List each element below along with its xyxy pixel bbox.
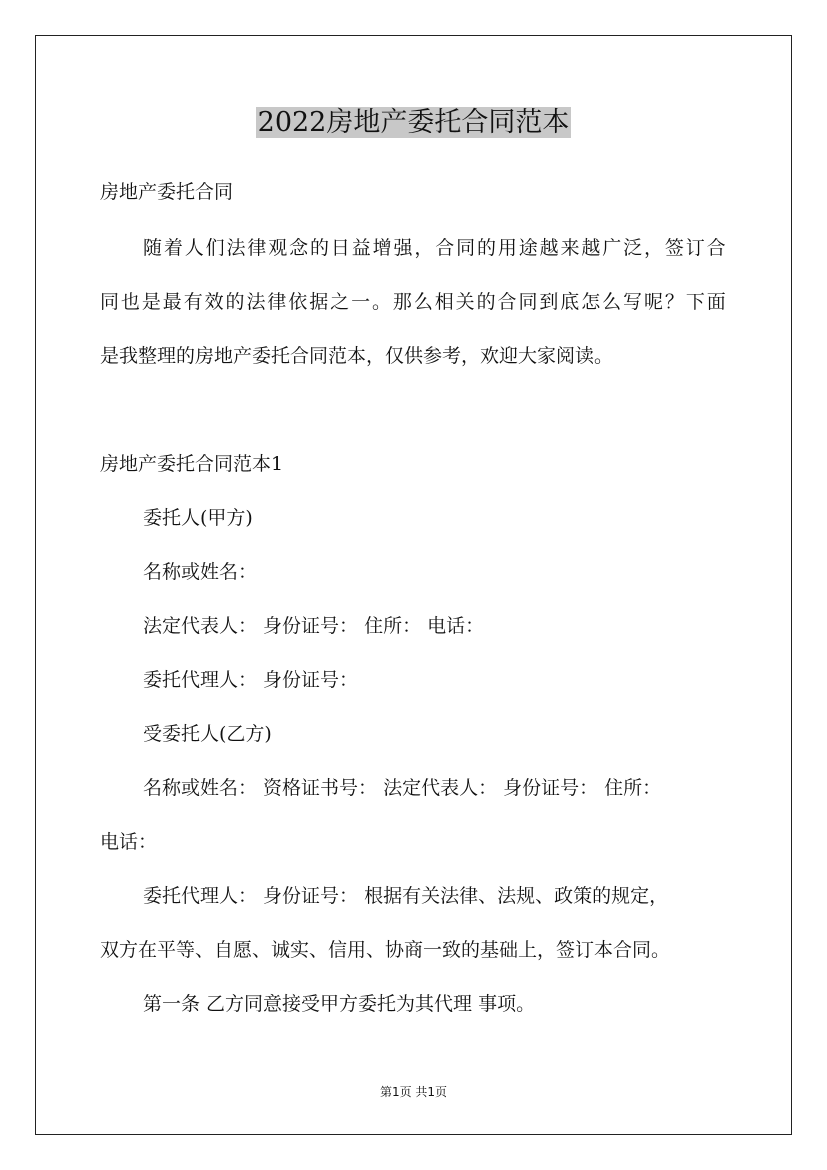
- paragraph-line: 委托代理人： 身份证号：: [143, 669, 359, 691]
- paragraph-line: 第一条 乙方同意接受甲方委托为其代理 事项。: [143, 993, 536, 1015]
- paragraph-line: 名称或姓名：: [143, 561, 258, 583]
- paragraph-line: 双方在平等、自愿、诚实、信用、协商一致的基础上，签订本合同。: [100, 939, 671, 961]
- paragraph-line: 委托人(甲方): [143, 507, 253, 529]
- paragraph-line: 名称或姓名： 资格证书号： 法定代表人： 身份证号： 住所：: [143, 777, 662, 799]
- paragraph-line: 随 着 人 们 法 律 观 念 的 日 益 增 强 ， 合 同 的 用 途 越 来 越 广 泛 ， 签 订 合: [143, 237, 726, 259]
- page-number-footer: 第1页 共1页: [379, 1085, 448, 1099]
- paragraph-line: 是我整理的房地产委托合同范本，仅供参考，欢迎大家阅读。: [100, 345, 614, 367]
- paragraph-line: 法定代表人： 身份证号： 住所： 电话：: [143, 615, 485, 637]
- paragraph-line: 受委托人(乙方): [143, 723, 272, 745]
- section-heading: 房地产委托合同: [100, 181, 234, 203]
- paragraph-line: 委托代理人： 身份证号： 根据有关法律、法规、政策的规定，: [143, 885, 669, 907]
- paragraph-line: 电话：: [100, 831, 158, 853]
- section-heading: 房地产委托合同范本1: [100, 453, 284, 475]
- document-title: 2022房地产委托合同范本: [257, 107, 570, 138]
- paragraph-line: 同 也 是 最 有 效 的 法 律 依 据 之 一 。 那 么 相 关 的 合 同 到 底 怎 么 写 呢 ？ 下 面: [100, 291, 726, 313]
